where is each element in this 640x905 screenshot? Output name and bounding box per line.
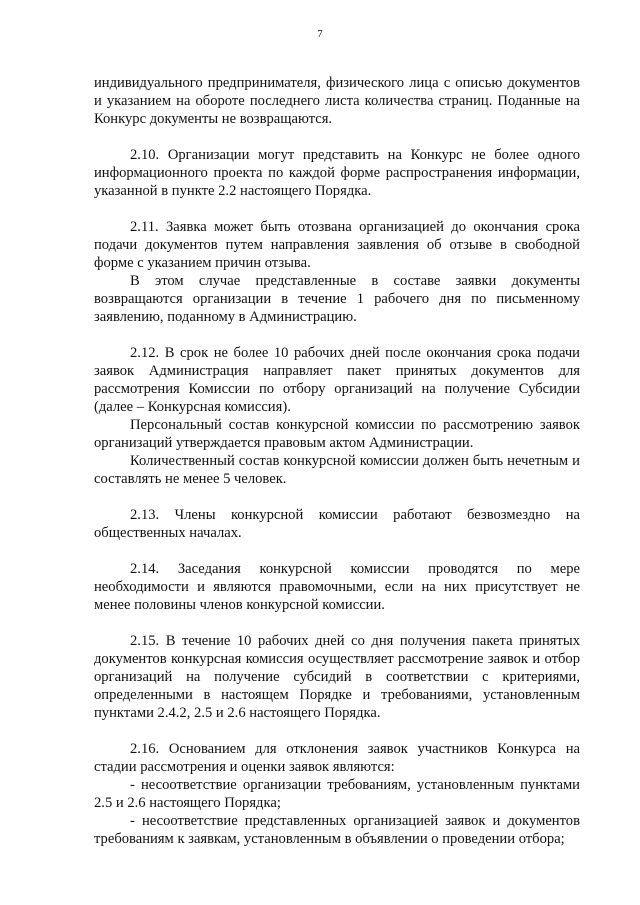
paragraph-2-11-return: В этом случае представленные в составе заявки документы возвращаются организации в течение 1 рабочего дня по письменному заявлению, поданному в Администрацию. bbox=[94, 273, 580, 325]
list-item-requirements-mismatch: - несоответствие организации требованиям, установленным пунктами 2.5 и 2.6 настоящего Порядка; bbox=[94, 777, 580, 811]
paragraph-2-14: 2.14. Заседания конкурсной комиссии проводятся по мере необходимости и являются правомочными, если на них присутствует не менее половины членов конкурсной комиссии. bbox=[94, 561, 580, 613]
paragraph-2-16: 2.16. Основанием для отклонения заявок участников Конкурса на стадии рассмотрения и оценки заявок являются: bbox=[94, 741, 580, 775]
paragraph-commission-size: Количественный состав конкурсной комиссии должен быть нечетным и составлять не менее 5 человек. bbox=[94, 453, 580, 487]
paragraph-2-11: 2.11. Заявка может быть отозвана организацией до окончания срока подачи документов путем направления заявления об отзыве в свободной форме с указанием причин отзыва. bbox=[94, 219, 580, 271]
list-item-documents-mismatch: - несоответствие представленных организацией заявок и документов требованиям к заявкам, установленным в объявлении о проведении отбора; bbox=[94, 813, 580, 847]
paragraph-continuation: индивидуального предпринимателя, физического лица с описью документов и указанием на обороте последнего листа количества страниц. Поданные на Конкурс документы не возвращаются. bbox=[94, 75, 580, 127]
document-body bbox=[94, 74, 580, 848]
page-number: 7 bbox=[317, 28, 323, 40]
paragraph-2-15: 2.15. В течение 10 рабочих дней со дня получения пакета принятых документов конкурсная комиссия осуществляет рассмотрение заявок и отбор организаций на получение субсидий в соответствии с критериями, определенными в настоящем Порядке и требованиями, установленным пунктами 2.4.2, 2.5 и 2.6 настоящего Порядка. bbox=[94, 633, 580, 721]
paragraph-2-10: 2.10. Организации могут представить на Конкурс не более одного информационного проекта по каждой форме распространения информации, указанной в пункте 2.2 настоящего Порядка. bbox=[94, 147, 580, 199]
paragraph-2-13: 2.13. Члены конкурсной комиссии работают безвозмездно на общественных началах. bbox=[94, 507, 580, 541]
paragraph-2-12: 2.12. В срок не более 10 рабочих дней после окончания срока подачи заявок Администрация направляет пакет принятых документов для рассмотрения Комиссии по отбору организаций на получение Субсидии (далее – Конкурсная комиссия). bbox=[94, 345, 580, 415]
paragraph-commission-personal: Персональный состав конкурсной комиссии по рассмотрению заявок организаций утверждается правовым актом Администрации. bbox=[94, 417, 580, 451]
